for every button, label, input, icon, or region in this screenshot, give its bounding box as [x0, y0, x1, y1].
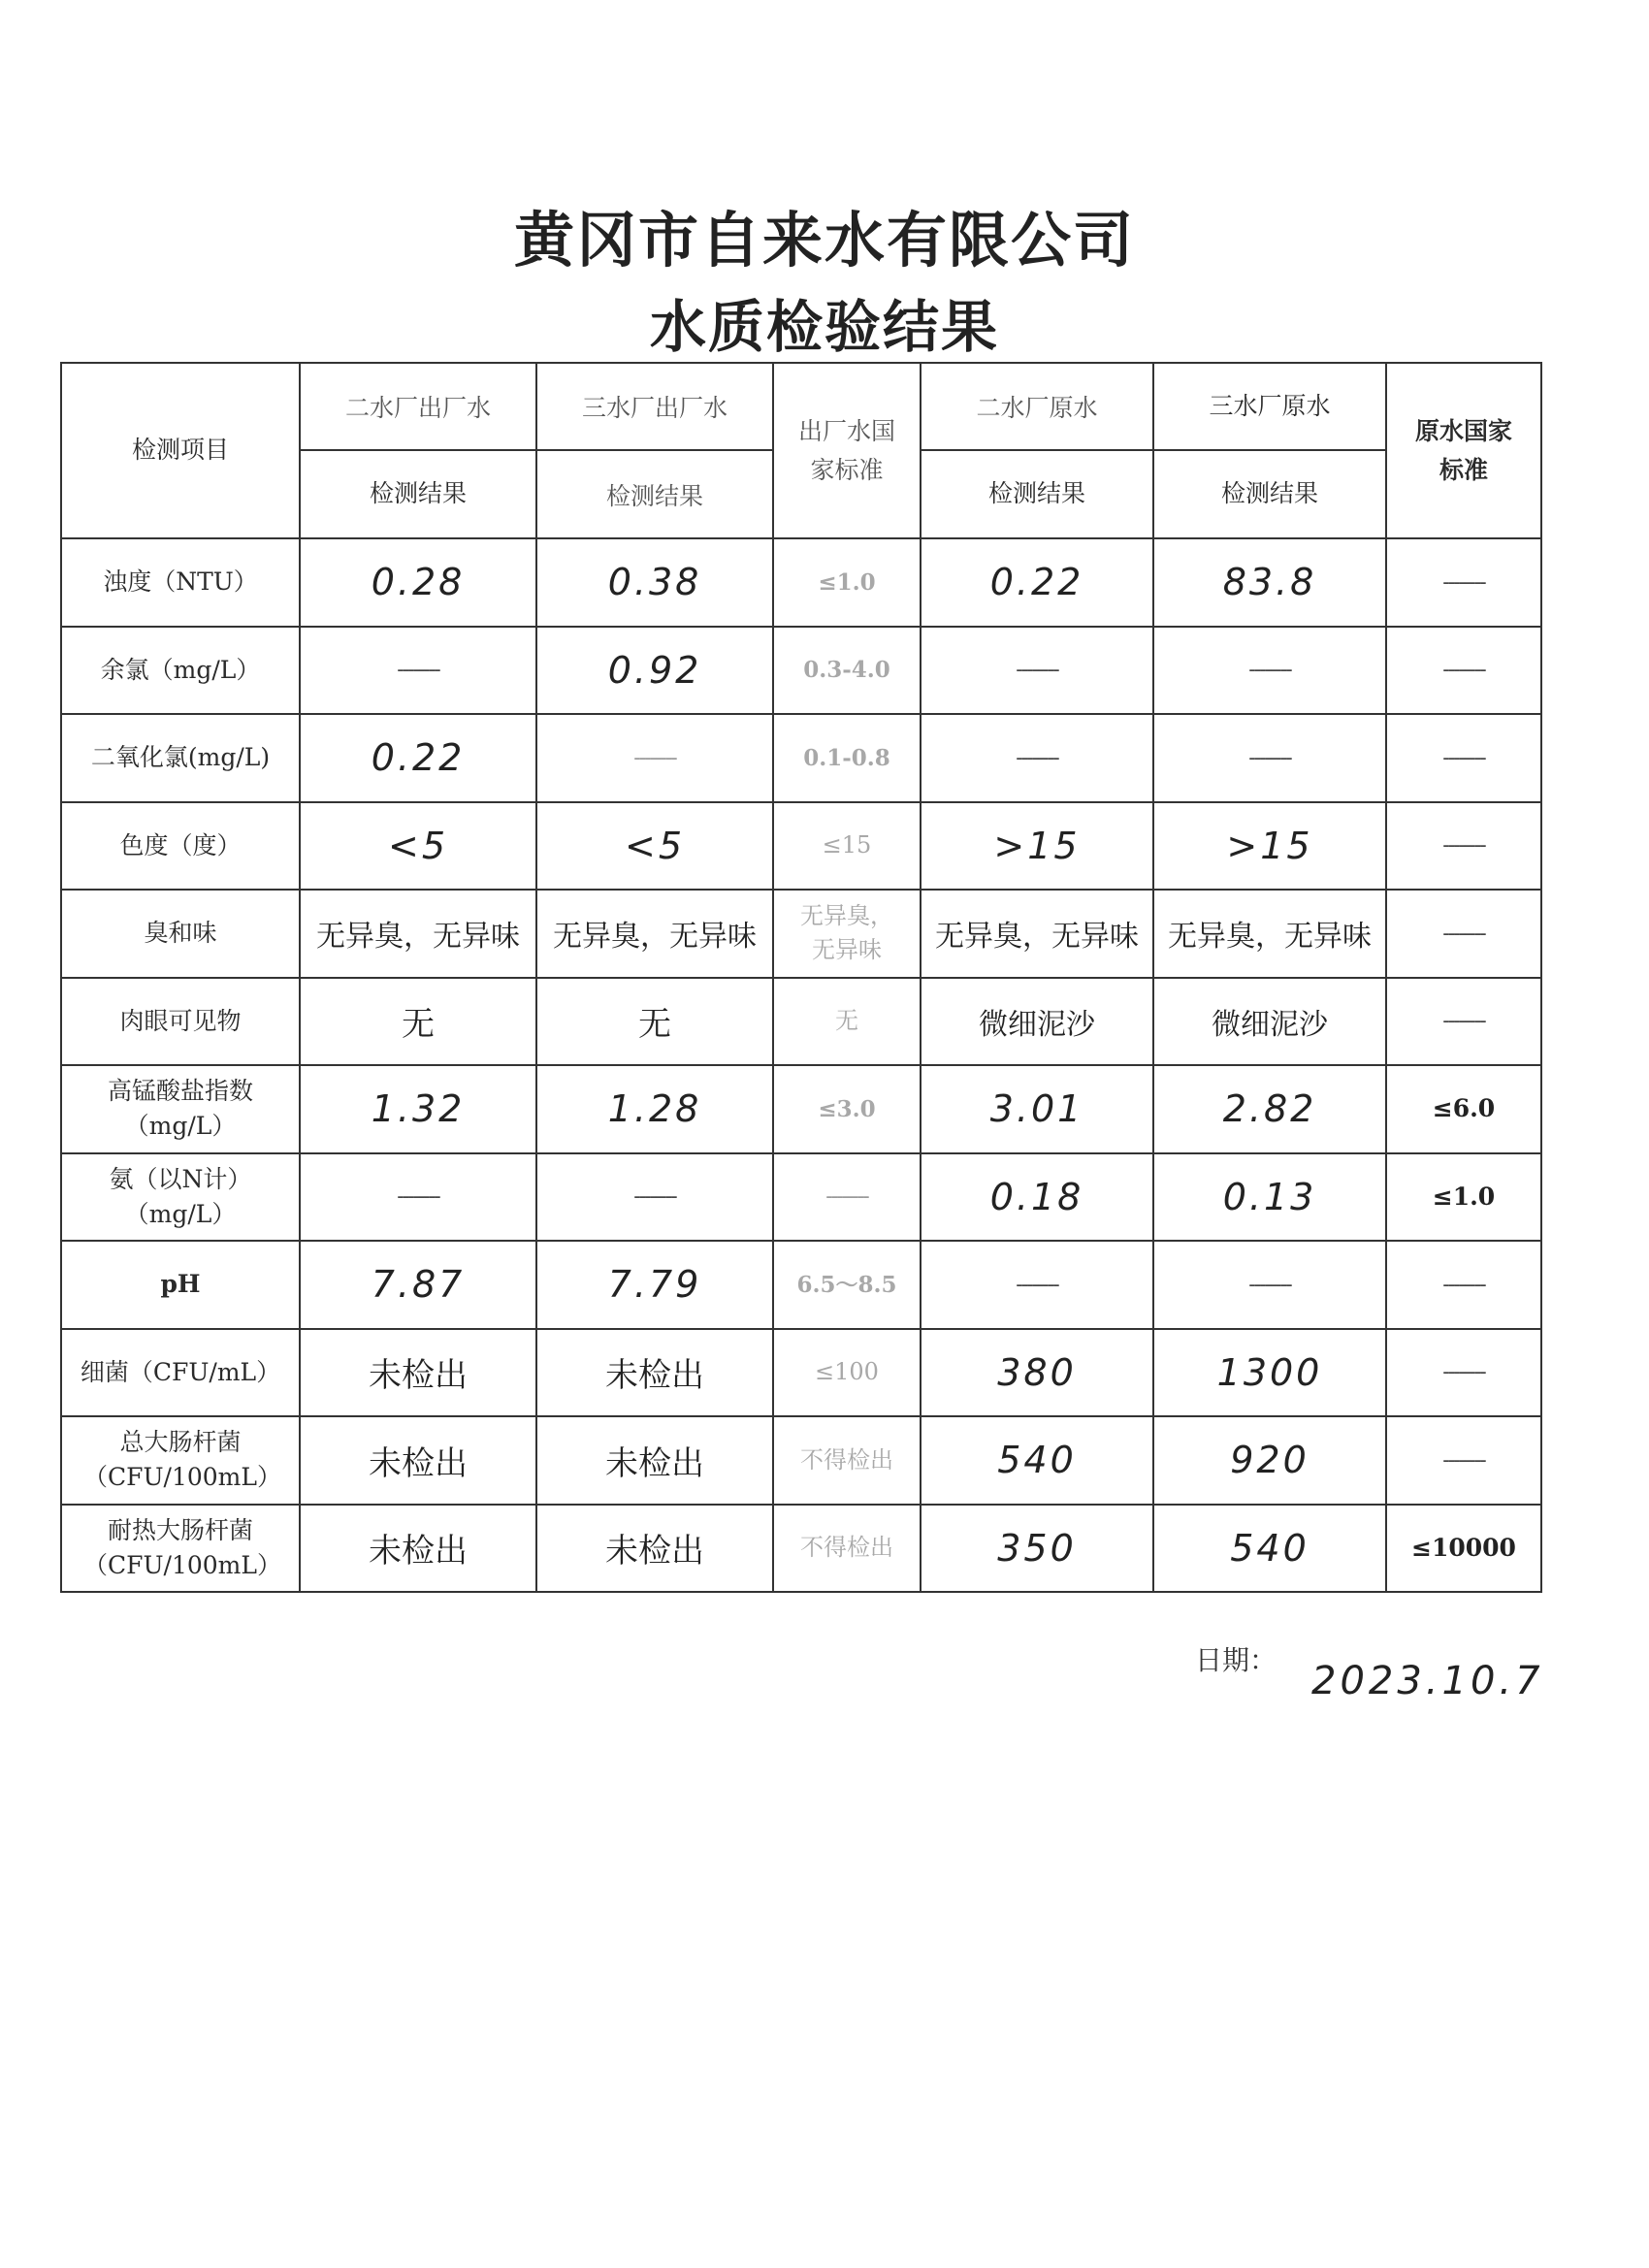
standard-cell: 无异臭，无异味: [773, 890, 921, 978]
standard-cell: ≤1.0: [1386, 1153, 1541, 1242]
standard-cell: --------: [1386, 1329, 1541, 1417]
table-row: [61, 978, 1541, 1066]
result-cell: 7.79: [536, 1241, 773, 1329]
result-cell: --------: [536, 714, 773, 802]
table-row: [61, 890, 1541, 978]
standard-cell: ≤3.0: [773, 1065, 921, 1153]
header-row-top: [61, 363, 1541, 450]
result-cell: 0.92: [536, 627, 773, 715]
table-row: [61, 1505, 1541, 1593]
result-cell: --------: [300, 627, 536, 715]
result-cell: 无异臭，无异味: [1153, 890, 1386, 978]
table-row: [61, 1153, 1541, 1242]
result-cell: --------: [1153, 714, 1386, 802]
standard-cell: 不得检出: [773, 1505, 921, 1593]
result-cell: --------: [1153, 627, 1386, 715]
result-label: 检测结果: [921, 450, 1153, 538]
table-row: [61, 627, 1541, 715]
result-cell: 未检出: [536, 1416, 773, 1505]
standard-cell: --------: [1386, 627, 1541, 715]
col-header-raw-standard: 原水国家标准: [1386, 363, 1541, 538]
result-cell: --------: [1153, 1241, 1386, 1329]
result-cell: --------: [536, 1153, 773, 1242]
result-cell: 0.28: [300, 538, 536, 627]
result-cell: 2.82: [1153, 1065, 1386, 1153]
item-label: 余氯（mg/L）: [61, 627, 300, 715]
result-cell: 0.22: [300, 714, 536, 802]
standard-cell: --------: [1386, 978, 1541, 1066]
item-label: 浊度（NTU）: [61, 538, 300, 627]
result-cell: >15: [1153, 802, 1386, 891]
result-cell: 540: [1153, 1505, 1386, 1593]
table-row: [61, 802, 1541, 891]
result-label: 检测结果: [1153, 450, 1386, 538]
result-cell: 未检出: [300, 1416, 536, 1505]
result-cell: 无异臭，无异味: [300, 890, 536, 978]
result-cell: 1.32: [300, 1065, 536, 1153]
result-cell: >15: [921, 802, 1153, 891]
date-label: 日期：: [1195, 1644, 1277, 1676]
result-cell: 0.13: [1153, 1153, 1386, 1242]
result-cell: 未检出: [300, 1505, 536, 1593]
result-cell: 未检出: [536, 1505, 773, 1593]
result-cell: 380: [921, 1329, 1153, 1417]
company-title: 黄冈市自来水有限公司: [513, 205, 1135, 275]
result-cell: 540: [921, 1416, 1153, 1505]
standard-cell: --------: [773, 1153, 921, 1242]
standard-cell: --------: [1386, 538, 1541, 627]
result-cell: 无异臭，无异味: [921, 890, 1153, 978]
standard-cell: 不得检出: [773, 1416, 921, 1505]
table-row: [61, 538, 1541, 627]
result-cell: <5: [536, 802, 773, 891]
standard-cell: --------: [1386, 1416, 1541, 1505]
col-header-2nd-plant-out: 二水厂出厂水: [300, 363, 536, 450]
date-value: 2023.10.7: [1311, 1659, 1544, 1703]
result-cell: <5: [300, 802, 536, 891]
col-header-2nd-plant-raw: 二水厂原水: [921, 363, 1153, 450]
result-cell: 无异臭，无异味: [536, 890, 773, 978]
result-cell: 无: [300, 978, 536, 1066]
standard-cell: --------: [1386, 714, 1541, 802]
item-label: 氨（以N计）（mg/L）: [61, 1153, 300, 1242]
item-label: 色度（度）: [61, 802, 300, 891]
item-label: 细菌（CFU/mL）: [61, 1329, 300, 1417]
result-cell: --------: [300, 1153, 536, 1242]
item-label: 高锰酸盐指数（mg/L）: [61, 1065, 300, 1153]
result-cell: 920: [1153, 1416, 1386, 1505]
water-quality-table: [60, 362, 1542, 1593]
standard-cell: --------: [1386, 890, 1541, 978]
result-cell: 350: [921, 1505, 1153, 1593]
standard-cell: ≤6.0: [1386, 1065, 1541, 1153]
item-label: 臭和味: [61, 890, 300, 978]
standard-cell: 0.1-0.8: [773, 714, 921, 802]
standard-cell: ≤100: [773, 1329, 921, 1417]
standard-cell: --------: [1386, 802, 1541, 891]
result-cell: 微细泥沙: [1153, 978, 1386, 1066]
item-column-header: 检测项目: [61, 363, 300, 538]
result-cell: 7.87: [300, 1241, 536, 1329]
standard-cell: ≤15: [773, 802, 921, 891]
result-cell: 0.38: [536, 538, 773, 627]
table-row: [61, 1241, 1541, 1329]
result-cell: 83.8: [1153, 538, 1386, 627]
table-row: [61, 1065, 1541, 1153]
item-label: 耐热大肠杆菌（CFU/100mL）: [61, 1505, 300, 1593]
standard-cell: --------: [1386, 1241, 1541, 1329]
table-row: [61, 1416, 1541, 1505]
item-label: 二氧化氯(mg/L): [61, 714, 300, 802]
result-cell: 微细泥沙: [921, 978, 1153, 1066]
result-cell: 0.18: [921, 1153, 1153, 1242]
col-header-3rd-plant-out: 三水厂出厂水: [536, 363, 773, 450]
result-cell: 无: [536, 978, 773, 1066]
result-label: 检测结果: [300, 450, 536, 538]
result-cell: 1.28: [536, 1065, 773, 1153]
standard-cell: 6.5～8.5: [773, 1241, 921, 1329]
item-label: 总大肠杆菌（CFU/100mL）: [61, 1416, 300, 1505]
col-header-3rd-plant-raw: 三水厂原水: [1153, 363, 1386, 450]
col-header-out-standard: 出厂水国家标准: [773, 363, 921, 538]
result-cell: 1300: [1153, 1329, 1386, 1417]
result-cell: 未检出: [300, 1329, 536, 1417]
standard-cell: ≤10000: [1386, 1505, 1541, 1593]
item-label: pH: [61, 1241, 300, 1329]
report-subtitle: 水质检验结果: [649, 294, 999, 360]
standard-cell: 0.3-4.0: [773, 627, 921, 715]
item-label: 肉眼可见物: [61, 978, 300, 1066]
table-row: [61, 714, 1541, 802]
result-cell: 0.22: [921, 538, 1153, 627]
result-label: 检测结果: [536, 450, 773, 538]
standard-cell: ≤1.0: [773, 538, 921, 627]
standard-cell: 无: [773, 978, 921, 1066]
table-row: [61, 1329, 1541, 1417]
result-cell: --------: [921, 714, 1153, 802]
result-cell: --------: [921, 1241, 1153, 1329]
result-cell: --------: [921, 627, 1153, 715]
result-cell: 3.01: [921, 1065, 1153, 1153]
result-cell: 未检出: [536, 1329, 773, 1417]
